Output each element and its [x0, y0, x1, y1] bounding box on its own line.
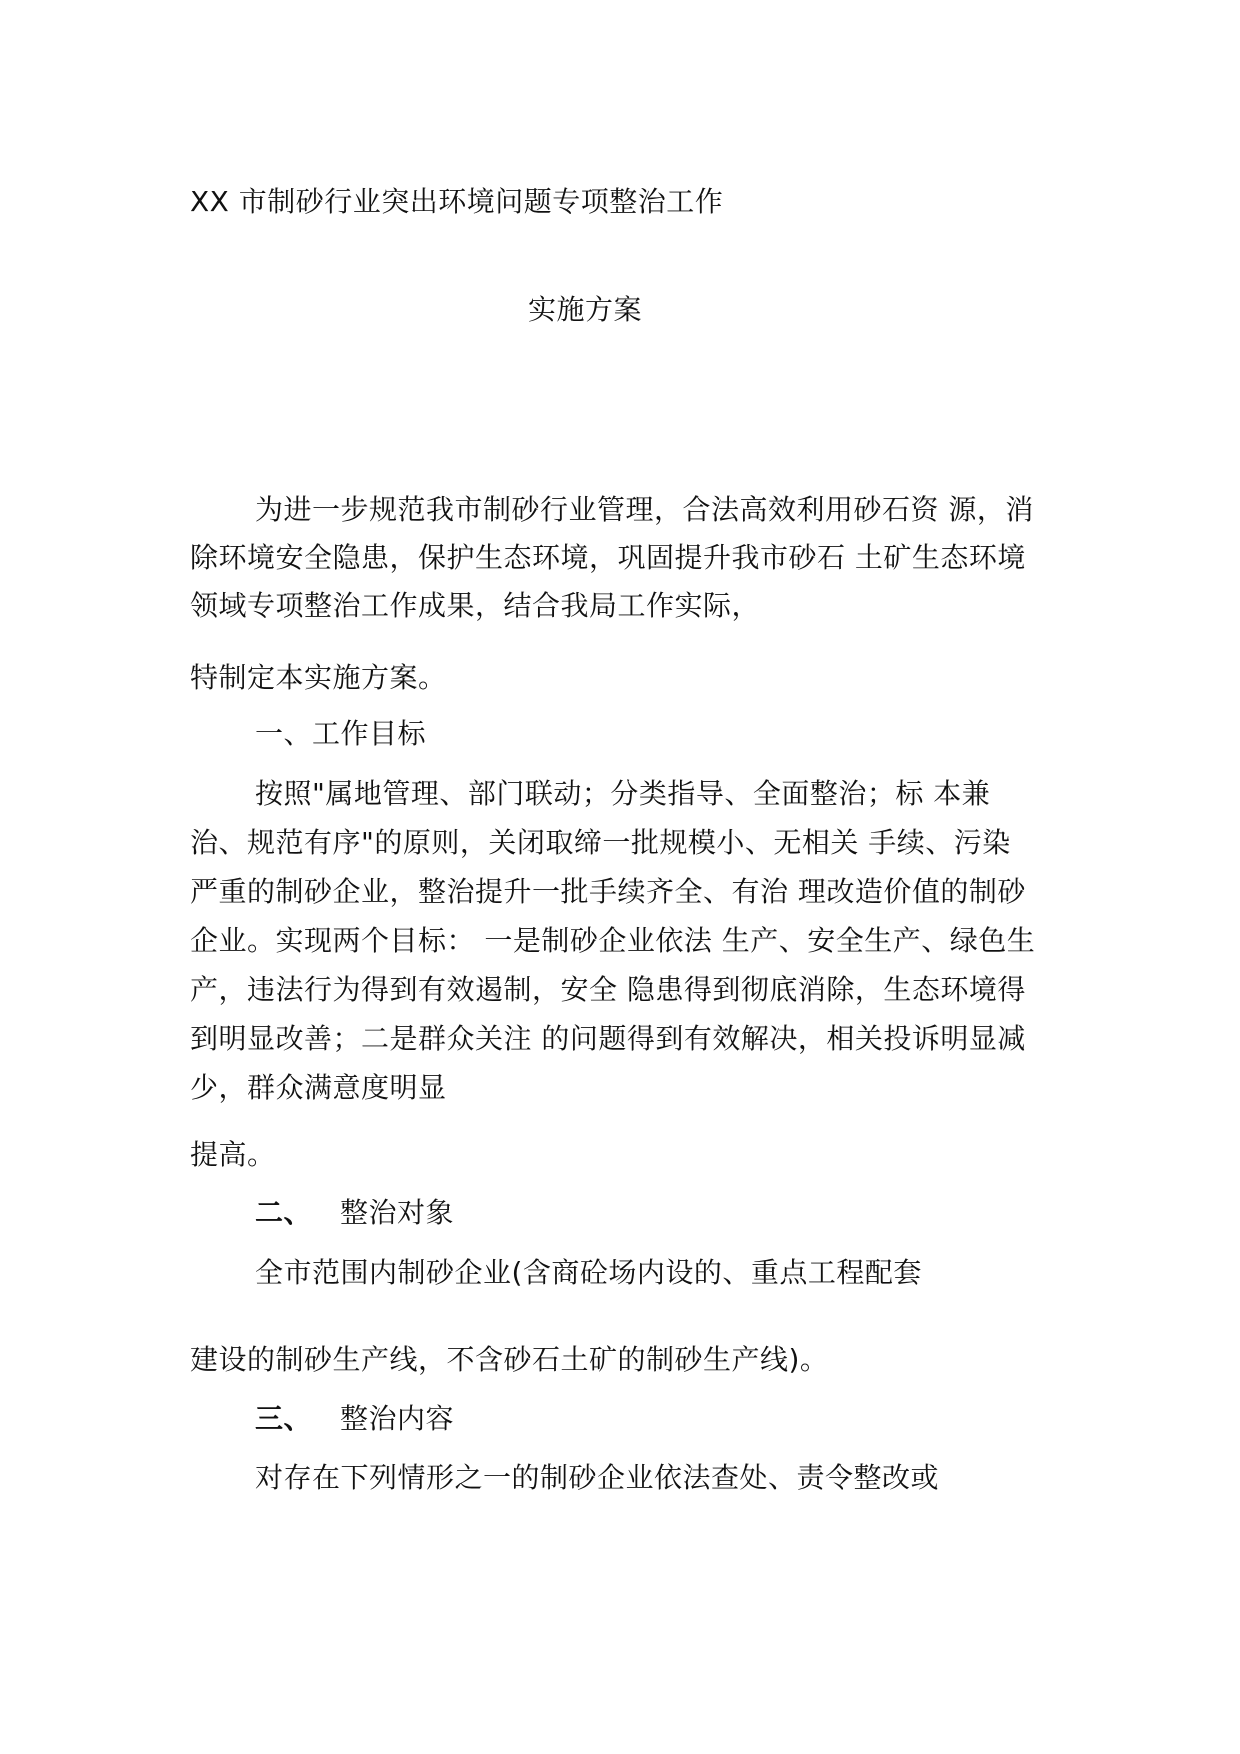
document-title-line1: XX 市制砂行业突出环境问题专项整治工作 — [190, 185, 724, 218]
section2-heading-number: 二、 — [255, 1196, 313, 1229]
intro-line-1: 为进一步规范我市制砂行业管理，合法高效利用砂石资 源，消 — [255, 493, 1034, 526]
section1-line-3: 严重的制砂企业，整治提升一批手续齐全、有治 理改造价值的制砂 — [190, 875, 1026, 908]
section3-heading-text: 整治内容 — [340, 1402, 455, 1435]
section1-line-7: 少，群众满意度明显 — [190, 1071, 447, 1104]
section1-line-6: 到明显改善；二是群众关注 的问题得到有效解决，相关投诉明显减 — [190, 1022, 1026, 1055]
section1-line-8: 提高。 — [190, 1138, 276, 1171]
intro-line-2: 除环境安全隐患，保护生态环境，巩固提升我市砂石 土矿生态环境 — [190, 541, 1026, 574]
section3-heading-number: 三、 — [255, 1402, 313, 1435]
section2-heading — [255, 1193, 454, 1233]
section2-line-2: 建设的制砂生产线，不含砂石土矿的制砂生产线)。 — [190, 1343, 829, 1376]
intro-line-3: 领域专项整治工作成果，结合我局工作实际， — [190, 589, 761, 622]
section3-heading — [255, 1399, 454, 1439]
section1-line-4: 企业。实现两个目标： 一是制砂企业依法 生产、安全生产、绿色生 — [190, 924, 1036, 957]
section1-line-5: 产，违法行为得到有效遏制，安全 隐患得到彻底消除，生态环境得 — [190, 973, 1026, 1006]
section3-line-1: 对存在下列情形之一的制砂企业依法查处、责令整改或 — [255, 1461, 940, 1494]
section2-heading-text: 整治对象 — [340, 1196, 455, 1229]
document-title-line2: 实施方案 — [528, 293, 643, 326]
section1-line-1: 按照"属地管理、部门联动；分类指导、全面整治；标 本兼 — [255, 777, 991, 810]
section1-heading: 一、工作目标 — [255, 717, 427, 750]
intro-line-4: 特制定本实施方案。 — [190, 661, 447, 694]
section1-line-2: 治、规范有序"的原则，关闭取缔一批规模小、无相关 手续、污染 — [190, 826, 1011, 859]
section2-line-1: 全市范围内制砂企业(含商砼场内设的、重点工程配套 — [255, 1256, 922, 1289]
